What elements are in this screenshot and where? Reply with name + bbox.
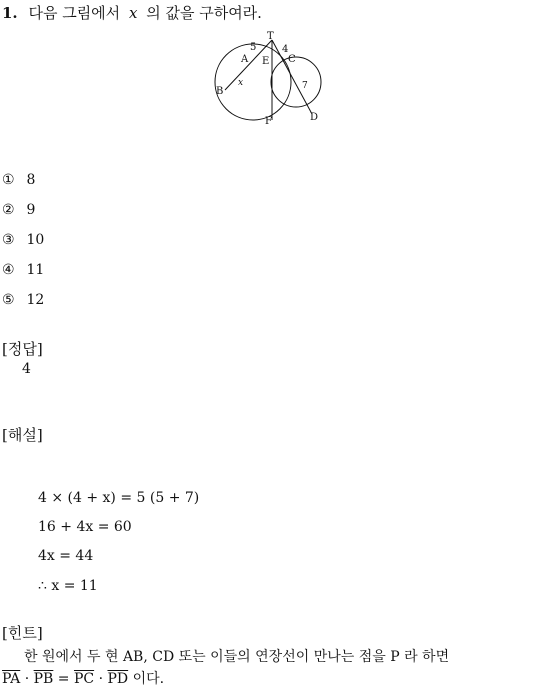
hint-dot-1: · (24, 671, 30, 687)
question-line (2, 2, 262, 23)
choice-2-mark: ② (2, 202, 15, 218)
answer-value: 4 (22, 361, 31, 377)
label-seg-TA: 5 (250, 42, 257, 53)
choice-5-value: 12 (26, 292, 45, 308)
label-E: E (262, 56, 270, 67)
label-seg-AB: x (238, 78, 244, 88)
hint-segment-pb: $\overline{PB}$ (33, 671, 54, 687)
solution-line-1: 4 × (4 + x) = 5 (5 + 7) (38, 490, 200, 506)
question-text-before: 다음 그림에서 (28, 4, 121, 22)
solution-line-3: 4x = 44 (38, 548, 94, 564)
secant-td (272, 40, 312, 114)
label-B: B (216, 86, 224, 97)
answer-label: [정답] (2, 340, 43, 358)
choice-4-value: 11 (26, 262, 45, 278)
choice-2-value: 9 (26, 202, 36, 218)
choice-3-value: 10 (26, 232, 45, 248)
label-A: A (241, 54, 249, 65)
hint-segment-pd: $\overline{PD}$ (107, 671, 129, 687)
choice-3-mark: ③ (2, 232, 15, 248)
label-seg-TC: 4 (282, 44, 289, 55)
hint-dot-2: · (98, 671, 104, 687)
solution-line-2: 16 + 4x = 60 (38, 519, 132, 535)
label-seg-CD: 7 (302, 81, 308, 91)
question-variable: x (128, 4, 138, 22)
hint-segment-pa: $\overline{PA}$ (2, 671, 21, 687)
choice-5[interactable] (2, 292, 44, 308)
solution-line-4: ∴ x = 11 (38, 578, 98, 594)
right-circle (271, 57, 321, 107)
choice-4[interactable] (2, 262, 44, 278)
choice-3[interactable] (2, 232, 44, 248)
question-text-after: 의 값을 구하여라. (146, 4, 262, 22)
hint-line-2 (2, 668, 164, 688)
label-D: D (310, 112, 319, 123)
hint-line-1: 한 원에서 두 현 AB, CD 또는 이들의 연장선이 만나는 점을 P 라 하면 (24, 649, 450, 665)
choice-1-mark: ① (2, 172, 15, 188)
choice-1[interactable] (2, 172, 35, 188)
choice-4-mark: ④ (2, 262, 15, 278)
hint-equals: = (57, 671, 74, 687)
label-C: C (288, 54, 296, 65)
geometry-figure (210, 30, 330, 130)
label-T: T (267, 31, 274, 42)
hint-tail: 이다. (132, 671, 165, 687)
hint-label: [힌트] (2, 624, 43, 642)
choice-2[interactable] (2, 202, 35, 218)
left-circle (215, 44, 291, 120)
question-number: 1. (2, 4, 18, 22)
solution-label: [해설] (2, 426, 43, 444)
label-F: F (265, 116, 272, 127)
hint-segment-pc: $\overline{PC}$ (73, 671, 95, 687)
choice-5-mark: ⑤ (2, 292, 15, 308)
choice-1-value: 8 (26, 172, 36, 188)
